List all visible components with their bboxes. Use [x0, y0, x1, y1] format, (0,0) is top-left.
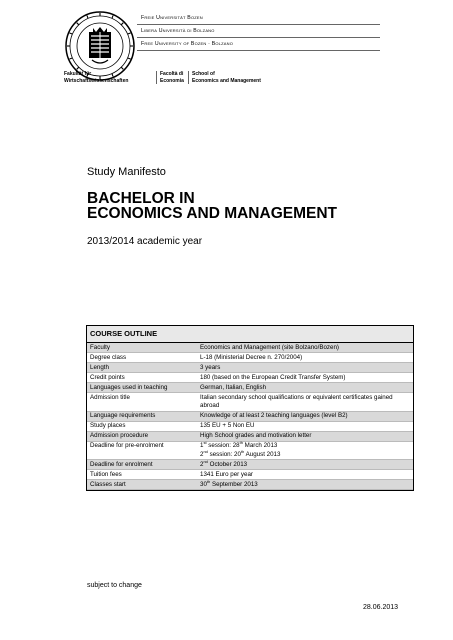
- course-outline-rows: [87, 343, 413, 490]
- row-value-line: 1341 Euro per year: [200, 470, 253, 478]
- page-title: [87, 191, 337, 221]
- table-row: [87, 363, 413, 373]
- table-row: [87, 411, 413, 421]
- title-line-2: ECONOMICS AND MANAGEMENT: [87, 205, 338, 222]
- row-value-line: High School grades and motivation letter: [200, 432, 312, 440]
- table-row: [87, 460, 413, 470]
- row-label: Study places: [90, 422, 126, 430]
- row-value-line: 1st session: 28th March 2013: [200, 440, 278, 450]
- course-outline-table: [86, 325, 414, 491]
- row-value-line: 30th September 2013: [200, 478, 258, 488]
- document-date: 28.06.2013: [363, 604, 399, 611]
- row-label: Admission title: [90, 393, 130, 401]
- row-value: [197, 460, 413, 470]
- table-row: [87, 353, 413, 363]
- table-row: [87, 343, 413, 353]
- document-type: Study Manifesto: [87, 166, 166, 178]
- row-value: [197, 353, 413, 363]
- row-label: Length: [87, 363, 197, 373]
- row-label: Languages used in teaching: [87, 383, 197, 393]
- row-value-line: 2nd session: 20th August 2013: [200, 448, 281, 458]
- university-name-it: Libera Università di Bolzano: [137, 25, 380, 38]
- row-value: [197, 470, 413, 480]
- row-label: Classes start: [87, 480, 197, 490]
- faculty-names: [64, 71, 302, 84]
- row-label: Degree class: [90, 353, 127, 361]
- university-names: [137, 12, 380, 51]
- row-value: [197, 383, 413, 393]
- row-value: [197, 363, 413, 373]
- row-label: Credit points: [90, 373, 125, 381]
- row-value: [197, 421, 413, 431]
- row-value: [197, 441, 413, 459]
- row-value: [197, 343, 413, 353]
- faculty-de-line2: Wirtschaftswissenschaften: [64, 77, 129, 84]
- row-label: Tuition fees: [90, 470, 122, 478]
- faculty-it-line1: Facoltà di: [160, 71, 184, 77]
- row-value-line: Economics and Management (site Bolzano/Bozen): [200, 343, 339, 351]
- row-value: [197, 480, 413, 490]
- table-row: [87, 431, 413, 441]
- row-value-line: 3 years: [200, 363, 221, 371]
- row-label: Admission procedure: [87, 431, 197, 441]
- university-name-de: Freie Universität Bozen: [137, 12, 380, 25]
- row-value-line: 180 (based on the European Credit Transfer System): [200, 373, 346, 381]
- table-row: [87, 373, 413, 383]
- table-row: [87, 421, 413, 431]
- faculty-name-de: [64, 71, 156, 84]
- row-value-line: 2nd October 2013: [200, 458, 248, 468]
- table-row: [87, 383, 413, 393]
- row-label: Deadline for pre-enrolment: [90, 442, 164, 450]
- row-value: [197, 373, 413, 383]
- university-name-en: Free University of Bozen · Bolzano: [137, 38, 380, 51]
- course-outline-heading: COURSE OUTLINE: [87, 326, 413, 343]
- faculty-en-line1: School of: [192, 71, 215, 77]
- row-value-line: Knowledge of at least 2 teaching languages (level B2): [200, 412, 348, 420]
- row-value-line: L-18 (Ministerial Decree n. 270/2004): [200, 353, 303, 361]
- faculty-en-line2: Economics and Management: [192, 77, 261, 84]
- row-value: [197, 393, 413, 411]
- row-value-line: 135 EU + 5 Non EU: [200, 422, 255, 430]
- table-row: [87, 480, 413, 490]
- row-label: Faculty: [87, 343, 197, 353]
- title-line-1: BACHELOR IN: [87, 190, 195, 207]
- table-row: [87, 393, 413, 411]
- table-row: [87, 470, 413, 480]
- subject-to-change-note: subject to change: [87, 582, 142, 589]
- row-value-line: Italian secondary school qualifications or equivalent certificates gained abroad: [200, 393, 393, 410]
- table-row: [87, 441, 413, 459]
- row-value: [197, 411, 413, 421]
- faculty-name-it: [156, 71, 188, 84]
- academic-year: 2013/2014 academic year: [87, 236, 203, 247]
- row-value: [197, 431, 413, 441]
- faculty-name-en: [188, 71, 302, 84]
- row-label: Deadline for enrolment: [87, 460, 197, 470]
- faculty-de-line1: Fakultät für: [64, 71, 92, 77]
- faculty-it-line2: Economia: [160, 77, 184, 84]
- row-label: Language requirements: [87, 411, 197, 421]
- row-value-line: German, Italian, English: [200, 383, 267, 391]
